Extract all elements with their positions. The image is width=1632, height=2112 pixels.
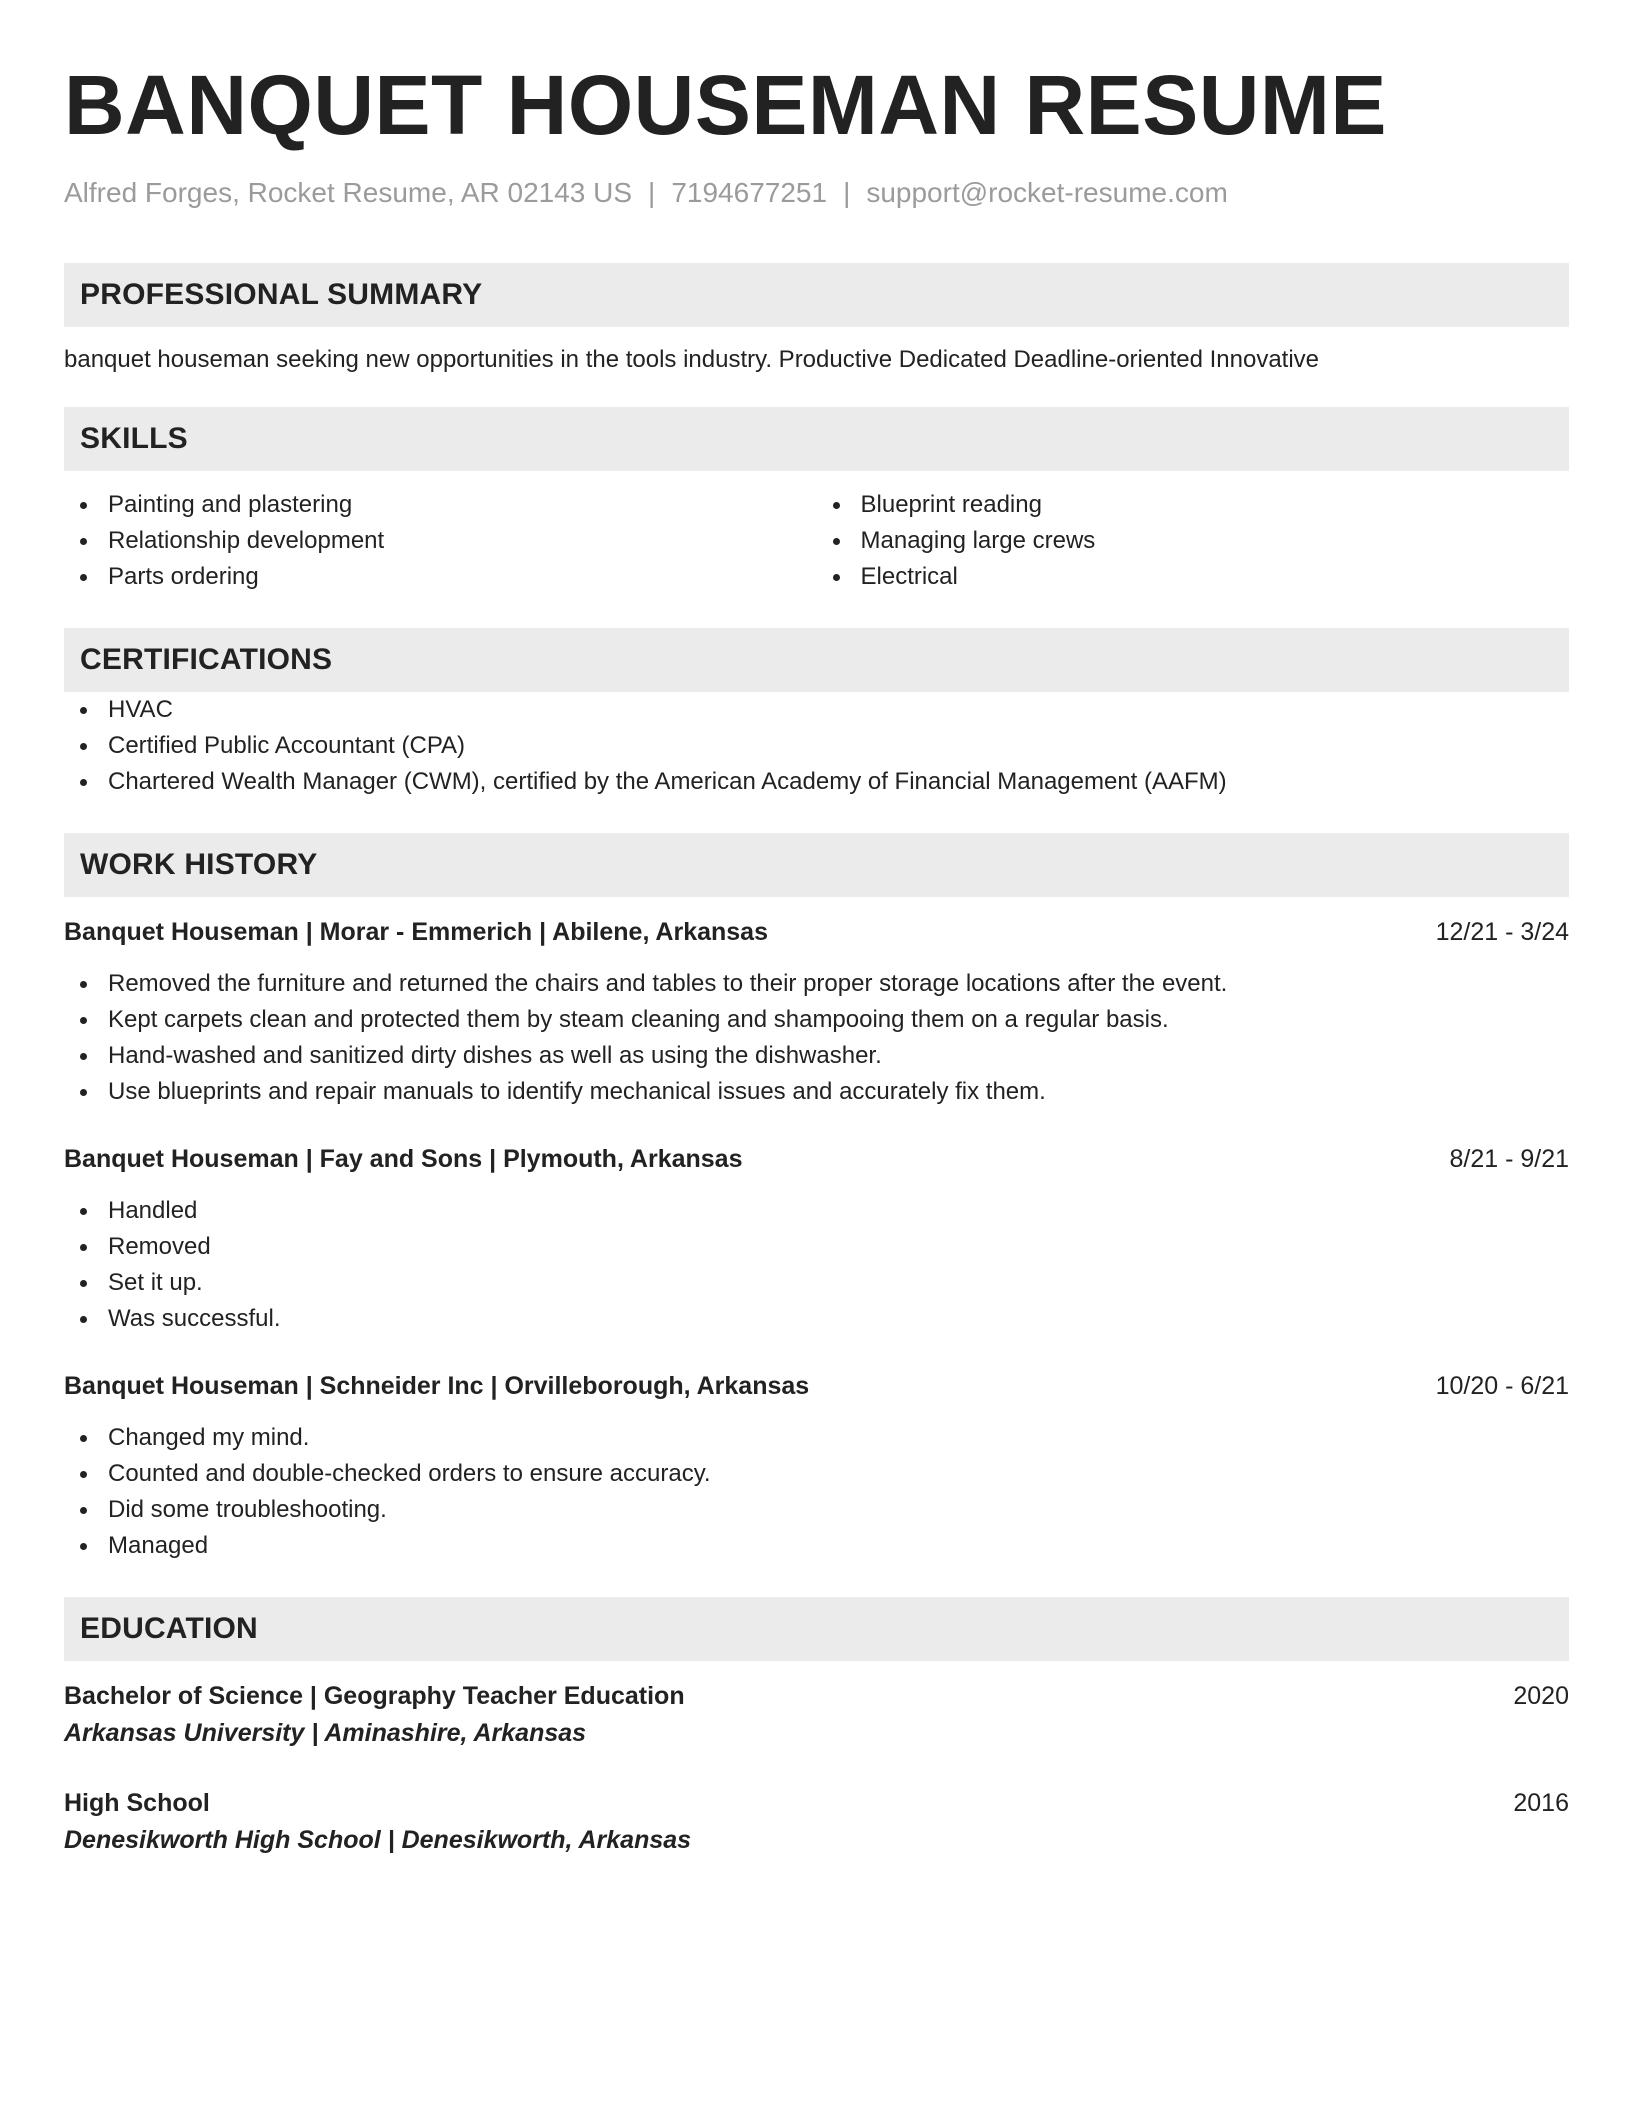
- job-bullet: Hand-washed and sanitized dirty dishes as well as using the dishwasher.: [64, 1038, 1569, 1074]
- skill-item: Managing large crews: [817, 523, 1570, 559]
- work-history-heading: WORK HISTORY: [64, 833, 1569, 897]
- certifications-list: [64, 692, 1569, 800]
- job-dates: 12/21 - 3/24: [1435, 918, 1569, 946]
- skill-item: Blueprint reading: [817, 487, 1570, 523]
- summary-text: banquet houseman seeking new opportunities in the tools industry. Productive Dedicated Deadline-oriented Innovative: [64, 346, 1320, 373]
- job-title: Banquet Houseman | Fay and Sons | Plymouth, Arkansas: [64, 1145, 743, 1173]
- job-bullets: [64, 966, 1569, 1110]
- skills-heading: SKILLS: [64, 407, 1569, 471]
- job-bullet: Set it up.: [64, 1265, 1569, 1301]
- job-bullet: Use blueprints and repair manuals to identify mechanical issues and accurately fix them.: [64, 1074, 1569, 1110]
- education-school: Denesikworth High School | Denesikworth, Arkansas: [64, 1826, 692, 1854]
- job-entry: [64, 1141, 1569, 1337]
- summary-heading: PROFESSIONAL SUMMARY: [64, 263, 1569, 327]
- education-degree: Bachelor of Science | Geography Teacher Education: [64, 1682, 685, 1710]
- job-header: [64, 1141, 1569, 1177]
- skill-item: Parts ordering: [64, 559, 817, 595]
- job-header: [64, 1368, 1569, 1404]
- certification-item: HVAC: [64, 692, 1569, 728]
- skills-list-left: [64, 487, 817, 595]
- job-bullet: Managed: [64, 1528, 1569, 1564]
- job-header: [64, 914, 1569, 950]
- resume-title: BANQUET HOUSEMAN RESUME: [64, 58, 1387, 152]
- contact-phone: 7194677251: [671, 177, 828, 208]
- education-heading: EDUCATION: [64, 1597, 1569, 1661]
- education-degree: High School: [64, 1789, 210, 1817]
- job-bullet: Counted and double-checked orders to ensure accuracy.: [64, 1456, 1569, 1492]
- skills-column-left: [64, 487, 817, 595]
- job-bullets: [64, 1193, 1569, 1337]
- education-year: 2020: [1513, 1682, 1569, 1710]
- job-title: Banquet Houseman | Schneider Inc | Orvilleborough, Arkansas: [64, 1372, 810, 1400]
- education-header: [64, 1678, 1569, 1714]
- job-bullet: Handled: [64, 1193, 1569, 1229]
- job-bullet: Kept carpets clean and protected them by steam cleaning and shampooing them on a regular basis.: [64, 1002, 1569, 1038]
- certification-item: Chartered Wealth Manager (CWM), certified by the American Academy of Financial Management (AAFM): [64, 764, 1569, 800]
- contact-line: [64, 175, 1569, 211]
- contact-separator: |: [843, 177, 851, 208]
- job-dates: 8/21 - 9/21: [1449, 1145, 1569, 1173]
- job-dates: 10/20 - 6/21: [1435, 1372, 1569, 1400]
- education-header: [64, 1785, 1569, 1821]
- skills-column-right: [817, 487, 1570, 595]
- job-title: Banquet Houseman | Morar - Emmerich | Abilene, Arkansas: [64, 918, 768, 946]
- skills-grid: [64, 487, 1569, 595]
- education-entry: [64, 1678, 1569, 1752]
- job-entry: [64, 1368, 1569, 1564]
- skill-item: Painting and plastering: [64, 487, 817, 523]
- job-bullet: Changed my mind.: [64, 1420, 1569, 1456]
- skill-item: Electrical: [817, 559, 1570, 595]
- job-entry: [64, 914, 1569, 1110]
- skill-item: Relationship development: [64, 523, 817, 559]
- skills-list-right: [817, 487, 1570, 595]
- education-year: 2016: [1513, 1789, 1569, 1817]
- education-entry: [64, 1785, 1569, 1859]
- contact-address: Alfred Forges, Rocket Resume, AR 02143 US: [64, 177, 633, 208]
- contact-email: support@rocket-resume.com: [866, 177, 1228, 208]
- job-bullet: Was successful.: [64, 1301, 1569, 1337]
- job-bullet: Did some troubleshooting.: [64, 1492, 1569, 1528]
- certification-item: Certified Public Accountant (CPA): [64, 728, 1569, 764]
- certifications-heading: CERTIFICATIONS: [64, 628, 1569, 692]
- job-bullets: [64, 1420, 1569, 1564]
- job-bullet: Removed the furniture and returned the chairs and tables to their proper storage locations after the event.: [64, 966, 1569, 1002]
- contact-separator: |: [648, 177, 656, 208]
- job-bullet: Removed: [64, 1229, 1569, 1265]
- education-school: Arkansas University | Aminashire, Arkansas: [64, 1719, 587, 1747]
